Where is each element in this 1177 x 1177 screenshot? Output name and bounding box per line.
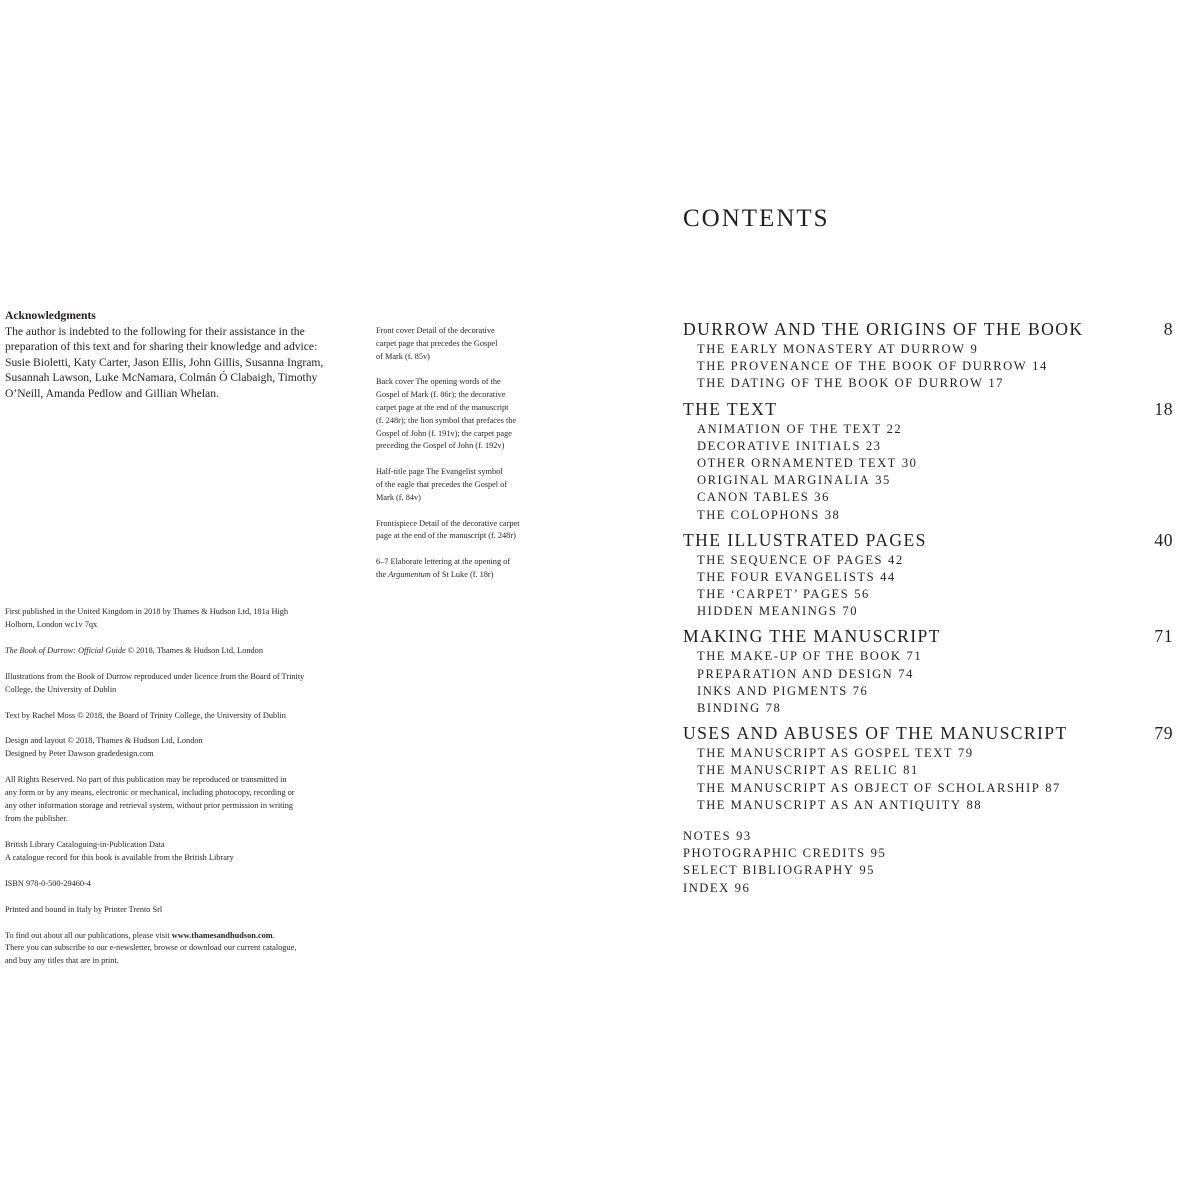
toc-section-heading[interactable] (683, 399, 1173, 419)
table-of-contents (683, 319, 1173, 897)
caption-line: Mark (f. 84v) (376, 492, 421, 502)
entry-page: 96 (734, 880, 751, 895)
toc-section (683, 723, 1173, 814)
imprint-line: Illustrations from the Book of Durrow reproduced under licence from the Board of Trinity (5, 671, 305, 681)
entry-page: 14 (1032, 359, 1048, 374)
entry-page: 9 (970, 342, 979, 356)
section-title: THE ILLUSTRATED PAGES (683, 529, 927, 550)
caption-line (376, 569, 548, 582)
toc-entry[interactable] (697, 507, 1173, 524)
caption-line: page at the end of the manuscript (f. 248r) (376, 531, 516, 541)
rights-notice (5, 774, 355, 826)
entry-page: 42 (888, 552, 904, 567)
entry-title: HIDDEN MEANINGS (697, 604, 838, 619)
section-title: DURROW AND THE ORIGINS OF THE BOOK (683, 319, 1084, 339)
caption-line: Back cover The opening words of the (376, 377, 501, 387)
acknowledgments-line: The author is indebted to the following for their assistance in the (5, 324, 305, 338)
entry-title: INDEX (683, 880, 730, 895)
entry-title: THE MANUSCRIPT AS RELIC (697, 763, 899, 778)
caption-line: preceding the Gospel of John (f. 192v) (376, 441, 505, 451)
entry-title: THE MANUSCRIPT AS GOSPEL TEXT (697, 746, 953, 761)
toc-entry[interactable] (697, 552, 1173, 569)
toc-entry[interactable] (697, 375, 1173, 392)
toc-entry[interactable] (697, 780, 1173, 797)
imprint-line: All Rights Reserved. No part of this publication may be reproduced or transmitted in (5, 775, 287, 785)
entry-page: 17 (988, 376, 1004, 391)
entry-title: PREPARATION AND DESIGN (697, 666, 894, 681)
caption-line: carpet page at the end of the manuscript (376, 402, 509, 412)
entry-title: OTHER ORNAMENTED TEXT (697, 455, 897, 470)
toc-subsection-list (683, 648, 1173, 717)
toc-entry[interactable] (697, 683, 1173, 700)
design-credit (5, 735, 355, 761)
imprint-line: A catalogue record for this book is available from the British Library (5, 852, 234, 862)
toc-section (683, 530, 1173, 621)
caption-line: of the eagle that precedes the Gospel of (376, 479, 508, 489)
isbn: ISBN 978-0-500-29460-4 (5, 878, 91, 888)
entry-page: 76 (852, 683, 869, 698)
entry-page: 74 (898, 666, 914, 681)
caption-back-cover (376, 376, 548, 453)
section-title: MAKING THE MANUSCRIPT (683, 626, 941, 647)
caption-text: the (376, 569, 389, 579)
toc-entry[interactable] (697, 489, 1173, 506)
entry-title: ANIMATION OF THE TEXT (697, 421, 882, 436)
toc-section (683, 319, 1173, 393)
printer-credit: Printed and bound in Italy by Printer Trento Srl (5, 904, 163, 914)
caption-line: Half-title page The Evangelist symbol (376, 467, 503, 477)
publisher-website-link[interactable]: www.thamesandhudson.com (171, 930, 273, 940)
toc-entry[interactable] (697, 666, 1173, 683)
toc-entry[interactable] (697, 648, 1173, 665)
acknowledgments-line: Susannah Lawson, Luke McNamara, Colmán Ó Clabaigh, Timothy (5, 371, 318, 385)
toc-subsection-list (683, 745, 1173, 814)
entry-page: 81 (903, 763, 919, 778)
entry-title: NOTES (683, 828, 732, 843)
section-title: THE TEXT (683, 398, 778, 419)
entry-page: 95 (859, 863, 875, 878)
section-page-number: 79 (1154, 723, 1173, 744)
section-page-number: 71 (1154, 626, 1173, 647)
toc-entry[interactable] (697, 745, 1173, 762)
acknowledgments-block (5, 308, 345, 402)
caption-text: of St Luke (f. 18r) (430, 569, 494, 579)
entry-title: THE FOUR EVANGELISTS (697, 569, 876, 584)
toc-section (683, 626, 1173, 717)
entry-page: 79 (958, 746, 974, 761)
entry-page: 56 (854, 587, 870, 602)
section-page-number: 8 (1163, 319, 1173, 339)
acknowledgments-line: O’Neill, Amanda Pedlow and Gillian Whelan. (5, 386, 219, 400)
illustrations-credit (5, 671, 355, 697)
imprint-line (5, 930, 355, 943)
toc-section (683, 399, 1173, 524)
acknowledgments-heading: Acknowledgments (5, 309, 96, 322)
toc-entry[interactable] (697, 603, 1173, 620)
entry-page: 44 (880, 569, 896, 584)
caption-italic-title: Argumentum (388, 569, 431, 579)
entry-title: THE MANUSCRIPT AS OBJECT OF SCHOLARSHIP (697, 780, 1041, 795)
entry-title: THE ‘CARPET’ PAGES (697, 587, 850, 602)
caption-frontispiece (376, 518, 548, 544)
entry-title: BINDING (697, 701, 761, 715)
entry-page: 93 (736, 828, 752, 843)
entry-page: 38 (824, 507, 841, 522)
entry-page: 22 (886, 421, 903, 436)
toc-entry[interactable] (697, 421, 1173, 438)
caption-line: 6–7 Elaborate lettering at the opening of (376, 557, 511, 567)
toc-subsection-list (683, 552, 1173, 621)
toc-entry[interactable] (697, 455, 1173, 472)
entry-title: ORIGINAL MARGINALIA (697, 473, 871, 488)
text-credit: Text by Rachel Moss © 2018, the Board of Trinity College, the University of Dublin (5, 710, 286, 720)
entry-title: THE SEQUENCE OF PAGES (697, 552, 884, 567)
imprint-line: First published in the United Kingdom in 2018 by Thames & Hudson Ltd, 181a High (5, 607, 289, 616)
entry-page: 30 (901, 455, 918, 470)
section-page-number: 18 (1154, 398, 1173, 419)
publisher-info (5, 930, 355, 969)
imprint-line: any other information storage and retrieval system, without prior permission in writing (5, 801, 294, 811)
toc-entry[interactable] (697, 569, 1173, 586)
entry-page: 88 (966, 797, 983, 812)
entry-title: SELECT BIBLIOGRAPHY (683, 863, 855, 878)
imprint-line: There you can subscribe to our e-newsletter, browse or download our current catalogue, (5, 943, 297, 953)
entry-page: 36 (814, 490, 830, 505)
acknowledgments-line: Susie Bioletti, Katy Carter, Jason Ellis, John Gillis, Susanna Ingram, (5, 355, 324, 369)
caption-line: Gospel of Mark (f. 86r); the decorative (376, 390, 506, 400)
entry-title: PHOTOGRAPHIC CREDITS (683, 846, 866, 861)
toc-entry[interactable] (697, 700, 1173, 717)
entry-page: 71 (906, 649, 923, 664)
toc-subsection-list (683, 421, 1173, 524)
imprint-text: © 2018, Thames & Hudson Ltd, London (125, 645, 263, 655)
cip-data (5, 839, 355, 865)
caption-pages-6-7 (376, 556, 548, 582)
entry-title: THE DATING OF THE BOOK OF DURROW (697, 376, 984, 391)
imprint-text: To find out about all our publications, please visit (5, 930, 172, 940)
caption-half-title (376, 466, 548, 504)
caption-line: carpet page that precedes the Gospel (376, 338, 498, 348)
entry-page: 35 (875, 473, 891, 488)
acknowledgments-line: preparation of this text and for sharing their knowledge and advice: (5, 340, 318, 354)
toc-entry-back-matter[interactable] (683, 845, 1173, 862)
toc-section-heading[interactable] (683, 530, 1173, 550)
toc-entry[interactable] (697, 358, 1173, 375)
first-published (5, 606, 355, 632)
imprint-line: any form or by any means, electronic or mechanical, including photocopy, recording or (5, 788, 295, 798)
back-matter-list (683, 828, 1173, 897)
section-title: USES AND ABUSES OF THE MANUSCRIPT (683, 723, 1068, 744)
toc-entry[interactable] (697, 762, 1173, 779)
toc-entry[interactable] (697, 341, 1173, 358)
imprint-line: Designed by Peter Dawson gradedesign.com (5, 749, 154, 759)
section-page-number: 40 (1154, 529, 1173, 550)
contents-title: CONTENTS (683, 205, 830, 232)
book-title-italic: The Book of Durrow: Official Guide (5, 645, 126, 655)
entry-page: 23 (865, 438, 882, 453)
image-captions (376, 325, 548, 595)
imprint-line: College, the University of Dublin (5, 684, 117, 694)
toc-entry-back-matter[interactable] (683, 880, 1173, 897)
imprint-line: from the publisher. (5, 813, 68, 823)
caption-line: Frontispiece Detail of the decorative carpet (376, 518, 520, 528)
caption-line: of Mark (f. 85v) (376, 351, 430, 361)
toc-entry[interactable] (697, 438, 1173, 455)
imprint-line: British Library Cataloguing-in-Publication Data (5, 839, 165, 849)
toc-entry[interactable] (697, 472, 1173, 489)
toc-section-heading[interactable] (683, 723, 1173, 743)
imprint-line: Holborn, London wc1v 7qx (5, 619, 98, 629)
entry-title: THE EARLY MONASTERY AT DURROW (697, 342, 966, 356)
toc-subsection-list (683, 341, 1173, 393)
entry-title: INKS AND PIGMENTS (697, 683, 848, 698)
toc-entry-back-matter[interactable] (683, 862, 1173, 879)
caption-line: (f. 248r); the lion symbol that prefaces the (376, 415, 517, 425)
toc-section-heading[interactable] (683, 626, 1173, 646)
caption-line: Gospel of John (f. 191v); the carpet page (376, 428, 512, 438)
toc-entry[interactable] (697, 586, 1173, 603)
imprint-block (5, 606, 355, 981)
entry-page: 87 (1045, 780, 1061, 795)
imprint-line: and buy any titles that are in print. (5, 956, 119, 966)
imprint-line: Design and layout © 2018, Thames & Hudson Ltd, London (5, 736, 203, 746)
entry-title: THE COLOPHONS (697, 507, 820, 522)
toc-entry-back-matter[interactable] (683, 828, 1173, 845)
entry-page: 70 (842, 604, 858, 619)
caption-line: Front cover Detail of the decorative (376, 326, 495, 335)
entry-page: 78 (765, 701, 782, 715)
entry-title: THE MANUSCRIPT AS AN ANTIQUITY (697, 797, 962, 812)
toc-entry[interactable] (697, 797, 1173, 814)
toc-section-heading[interactable] (683, 319, 1173, 339)
entry-title: THE MAKE-UP OF THE BOOK (697, 649, 902, 664)
entry-title: CANON TABLES (697, 490, 810, 505)
caption-front-cover (376, 325, 548, 363)
copyright-notice (5, 645, 355, 658)
entry-title: THE PROVENANCE OF THE BOOK OF DURROW (697, 359, 1028, 374)
entry-page: 95 (870, 846, 887, 861)
imprint-text: . (272, 930, 275, 940)
entry-title: DECORATIVE INITIALS (697, 438, 861, 453)
